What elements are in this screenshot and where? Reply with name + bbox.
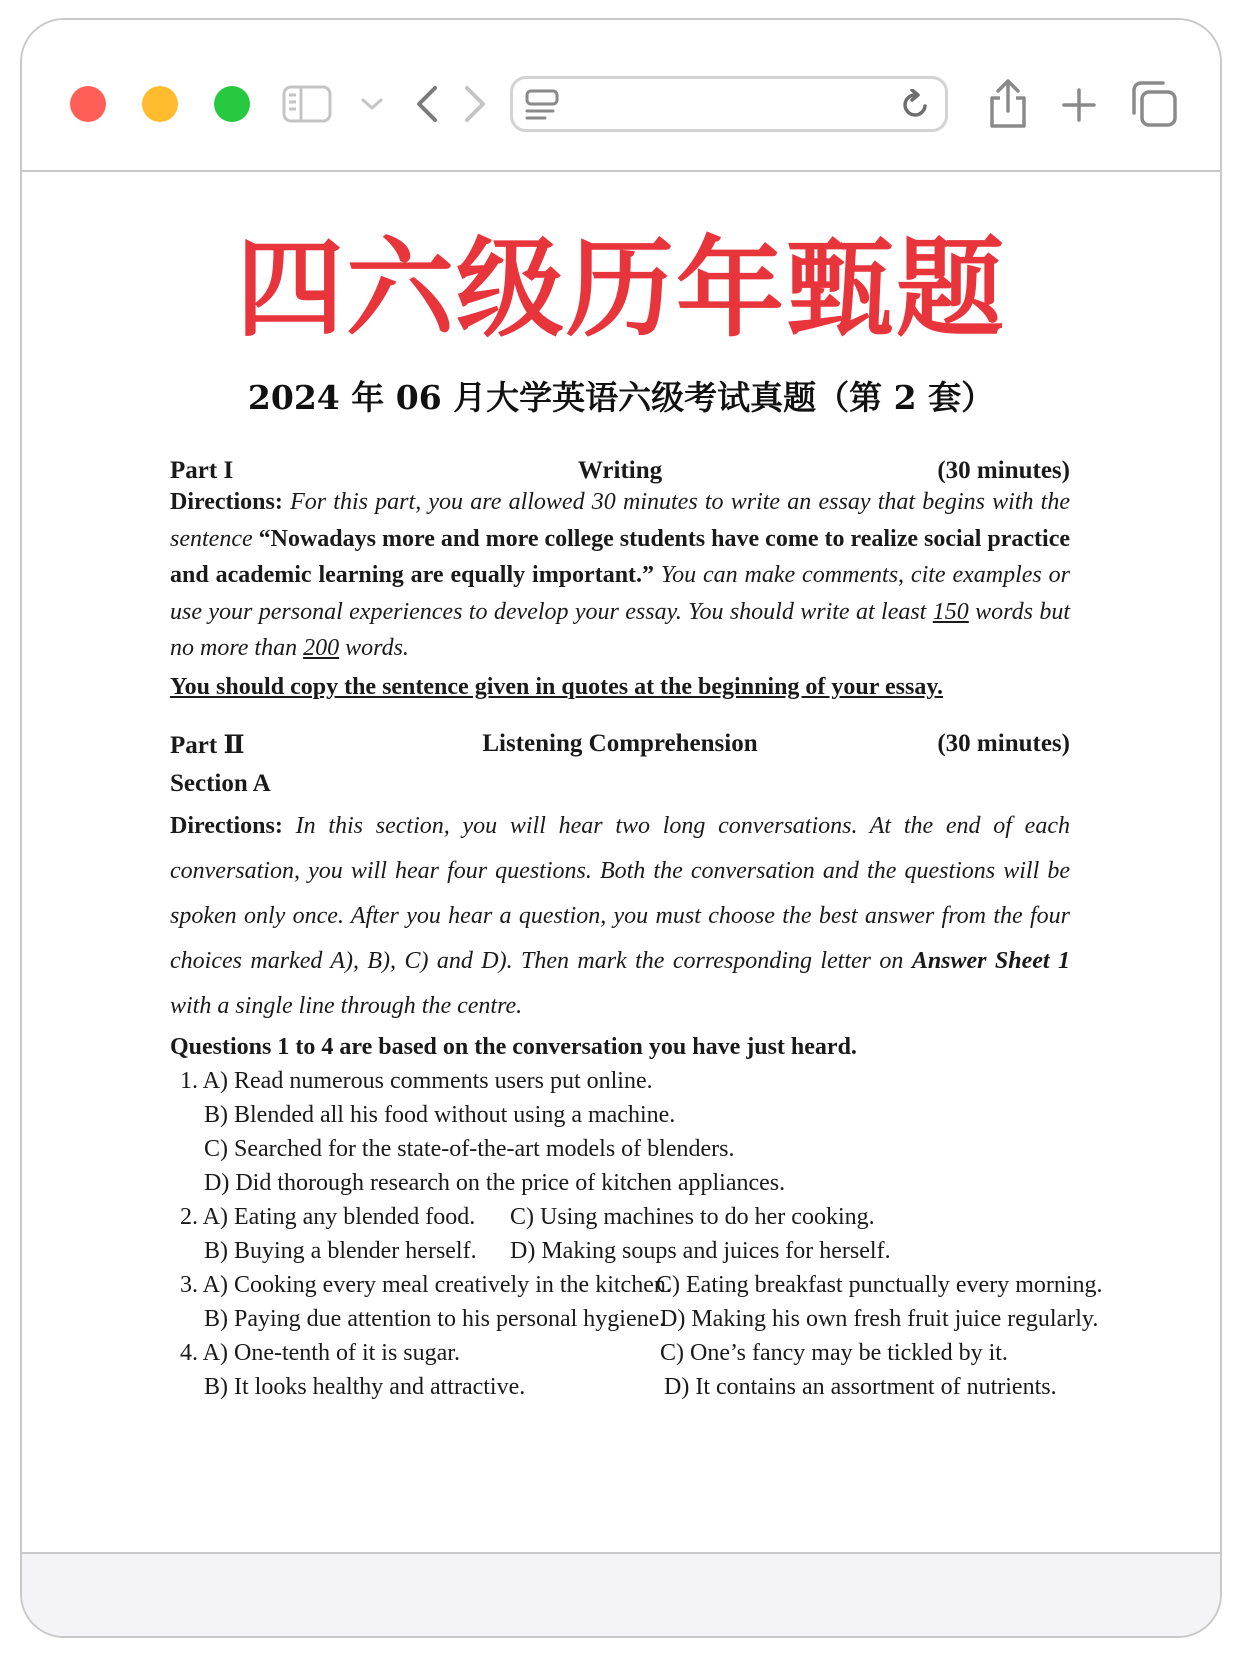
directions-text: For this part, you are allowed 30 minutes to write an essay that begins with the sentence — [170, 489, 1070, 552]
q4-option-d: D) It contains an assortment of nutrients. — [664, 1374, 1057, 1400]
q1-option-a: 1. A) Read numerous comments users put online. — [180, 1068, 653, 1094]
share-icon[interactable] — [984, 78, 1032, 130]
directions-label: Directions: — [170, 489, 283, 515]
q4-option-b: B) It looks healthy and attractive. — [204, 1374, 526, 1400]
copy-sentence-note: You should copy the sentence given in quotes at the beginning of your essay. — [170, 674, 943, 700]
browser-toolbar — [22, 20, 1220, 172]
chevron-down-icon[interactable] — [360, 92, 384, 116]
directions-label: Directions: — [170, 813, 283, 839]
q2-option-d: D) Making soups and juices for herself. — [510, 1238, 891, 1264]
plus-icon[interactable] — [1062, 88, 1096, 122]
directions-text: In this section, you will hear two long conversations. At the end of each conversation, you will hear four questions. Both the conversation and the questions will be spoken only once. After you hear a question, you must choose the best answer from the four choices marked A), B), C) and D). Then mark the corresponding letter on — [170, 813, 1070, 974]
essay-prompt-quote: “Nowadays more and more college students have come to realize social practice and academic learning are equally important.” — [170, 525, 1070, 588]
directions-text: words but no more than — [170, 598, 1070, 661]
q1-option-c: C) Searched for the state-of-the-art models of blenders. — [204, 1136, 735, 1162]
back-icon[interactable] — [414, 84, 440, 124]
directions-text: You can make comments, cite examples or use your personal experiences to develop your essay. You should write at least — [170, 562, 1070, 625]
section-a-heading: Section A — [170, 770, 271, 797]
q2-option-c: C) Using machines to do her cooking. — [510, 1204, 875, 1230]
part2-title: Listening Comprehension — [482, 730, 758, 757]
forward-icon[interactable] — [462, 84, 488, 124]
browser-window — [20, 18, 1222, 1638]
max-word-count: 200 — [303, 635, 340, 661]
reader-icon[interactable] — [525, 89, 559, 121]
minimize-button[interactable] — [142, 86, 178, 122]
address-bar[interactable] — [510, 76, 948, 132]
tabs-icon[interactable] — [1130, 80, 1178, 128]
min-word-count: 150 — [932, 598, 969, 625]
part1-label: Part I — [170, 457, 234, 484]
zoom-button[interactable] — [214, 86, 250, 122]
answer-sheet-ref: Answer Sheet 1 — [911, 948, 1070, 974]
part1-directions — [170, 484, 1070, 667]
part2-label: Part Ⅱ — [170, 732, 245, 759]
close-button[interactable] — [70, 86, 106, 122]
part2-header — [170, 730, 1070, 764]
exam-title: 2024 年 06 月大学英语六级考试真题（第 2 套） — [247, 378, 995, 417]
part2-time: (30 minutes) — [937, 730, 1070, 757]
page-headline: 四六级历年甄题 — [235, 227, 1006, 352]
questions-heading: Questions 1 to 4 are based on the conversation you have just heard. — [170, 1034, 857, 1060]
q3-option-a: 3. A) Cooking every meal creatively in the kitchen. — [180, 1272, 672, 1298]
q3-option-d: D) Making his own fresh fruit juice regularly. — [660, 1306, 1099, 1332]
q3-option-b: B) Paying due attention to his personal hygiene. — [204, 1306, 666, 1332]
q4-option-a: 4. A) One-tenth of it is sugar. — [180, 1340, 460, 1366]
q1-option-d: D) Did thorough research on the price of kitchen appliances. — [204, 1170, 786, 1196]
directions-text: with a single line through the centre. — [170, 993, 523, 1019]
q4-option-c: C) One’s fancy may be tickled by it. — [660, 1340, 1008, 1366]
q1-option-b: B) Blended all his food without using a machine. — [204, 1102, 676, 1128]
directions-text: words. — [339, 635, 409, 661]
part1-title: Writing — [577, 457, 663, 484]
bottom-bar — [22, 1552, 1220, 1636]
part2-directions — [170, 804, 1070, 1029]
q3-option-c: C) Eating breakfast punctually every morning. — [656, 1272, 1103, 1298]
q2-option-a: 2. A) Eating any blended food. — [180, 1204, 476, 1230]
q2-option-b: B) Buying a blender herself. — [204, 1238, 477, 1264]
page-content — [22, 172, 1220, 1554]
part1-time: (30 minutes) — [937, 457, 1070, 484]
reload-icon[interactable] — [901, 89, 931, 121]
sidebar-icon[interactable] — [282, 84, 332, 124]
